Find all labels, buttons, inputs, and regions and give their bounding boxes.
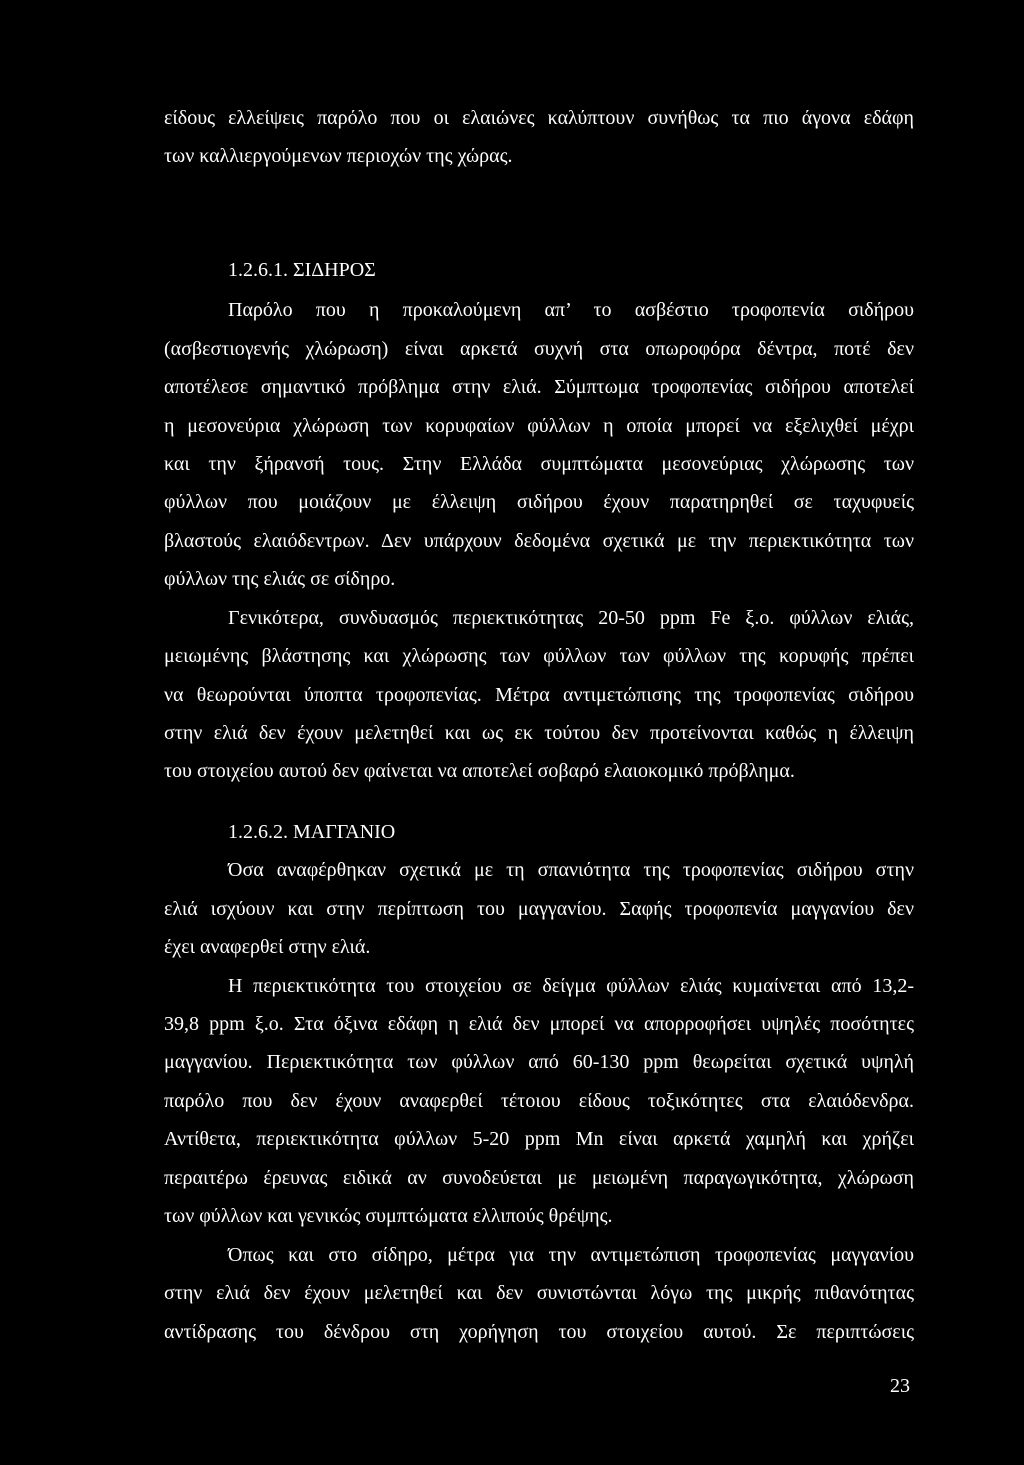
text-line: παρόλο που δεν έχουν αναφερθεί τέτοιου είδους τοξικότητες στα ελαιόδενδρα. [164, 1090, 914, 1112]
text-line: Γενικότερα, συνδυασμός περιεκτικότητας 20-50 ppm Fe ξ.ο. φύλλων ελιάς, [228, 607, 914, 629]
text-line: Παρόλο που η προκαλούμενη απ’ το ασβέστιο τροφοπενία σιδήρου [228, 299, 914, 321]
text-line: Η περιεκτικότητα του στοιχείου σε δείγμα φύλλων ελιάς κυμαίνεται από 13,2- [228, 975, 914, 997]
text-line: περαιτέρω έρευνας ειδικά αν συνοδεύεται με μειωμένη παραγωγικότητα, χλώρωση [164, 1167, 914, 1189]
text-line: των φύλλων και γενικώς συμπτώματα ελλιπούς θρέψης. [164, 1205, 613, 1227]
text-line: (ασβεστιογενής χλώρωση) είναι αρκετά συχνή στα οπωροφόρα δέντρα, ποτέ δεν [164, 338, 914, 360]
text-line: φύλλων που μοιάζουν με έλλειψη σιδήρου έχουν παρατηρηθεί σε ταχυφυείς [164, 491, 914, 513]
text-line: Όσα αναφέρθηκαν σχετικά με τη σπανιότητα της τροφοπενίας σιδήρου στην [228, 859, 914, 881]
text-line: των καλλιεργούμενων περιοχών της χώρας. [164, 145, 513, 167]
text-line: στην ελιά δεν έχουν μελετηθεί και δεν συνιστώνται λόγω της μικρής πιθανότητας [164, 1282, 914, 1304]
text-line: αποτέλεσε σημαντικό πρόβλημα στην ελιά. Σύμπτωμα τροφοπενίας σιδήρου αποτελεί [164, 376, 914, 398]
text-line: και την ξήρανσή τους. Στην Ελλάδα συμπτώματα μεσονεύριας χλώρωσης των [164, 453, 914, 475]
text-line: Αντίθετα, περιεκτικότητα φύλλων 5-20 ppm Mn είναι αρκετά χαμηλή και χρήζει [164, 1128, 914, 1150]
text-line: στην ελιά δεν έχουν μελετηθεί και ως εκ τούτου δεν προτείνονται καθώς η έλλειψη [164, 722, 914, 744]
text-line: αντίδρασης του δένδρου στη χορήγηση του στοιχείου αυτού. Σε περιπτώσεις [164, 1321, 914, 1343]
text-line: του στοιχείου αυτού δεν φαίνεται να αποτελεί σοβαρό ελαιοκομικό πρόβλημα. [164, 760, 795, 782]
text-line: έχει αναφερθεί στην ελιά. [164, 936, 371, 958]
text-line: η μεσονεύρια χλώρωση των κορυφαίων φύλλων η οποία μπορεί να εξελιχθεί μέχρι [164, 415, 914, 437]
text-line: να θεωρούνται ύποπτα τροφοπενίας. Μέτρα αντιμετώπισης της τροφοπενίας σιδήρου [164, 684, 914, 706]
text-line: ελιά ισχύουν και στην περίπτωση του μαγγανίου. Σαφής τροφοπενία μαγγανίου δεν [164, 898, 914, 920]
text-line: φύλλων της ελιάς σε σίδηρο. [164, 568, 396, 590]
section-heading-iron: 1.2.6.1. ΣΙΔΗΡΟΣ [228, 259, 376, 281]
section-heading-manganese: 1.2.6.2. ΜΑΓΓΑΝΙΟ [228, 821, 396, 843]
page-number: 23 [890, 1375, 910, 1397]
text-line: Όπως και στο σίδηρο, μέτρα για την αντιμετώπιση τροφοπενίας μαγγανίου [228, 1244, 914, 1266]
text-line: μειωμένης βλάστησης και χλώρωσης των φύλλων των φύλλων της κορυφής πρέπει [164, 645, 914, 667]
text-line: είδους ελλείψεις παρόλο που οι ελαιώνες καλύπτουν συνήθως τα πιο άγονα εδάφη [164, 107, 914, 129]
text-line: 39,8 ppm ξ.ο. Στα όξινα εδάφη η ελιά δεν μπορεί να απορροφήσει υψηλές ποσότητες [164, 1013, 914, 1035]
text-line: μαγγανίου. Περιεκτικότητα των φύλλων από 60-130 ppm θεωρείται σχετικά υψηλή [164, 1051, 914, 1073]
text-line: βλαστούς ελαιόδεντρων. Δεν υπάρχουν δεδομένα σχετικά με την περιεκτικότητα των [164, 530, 914, 552]
